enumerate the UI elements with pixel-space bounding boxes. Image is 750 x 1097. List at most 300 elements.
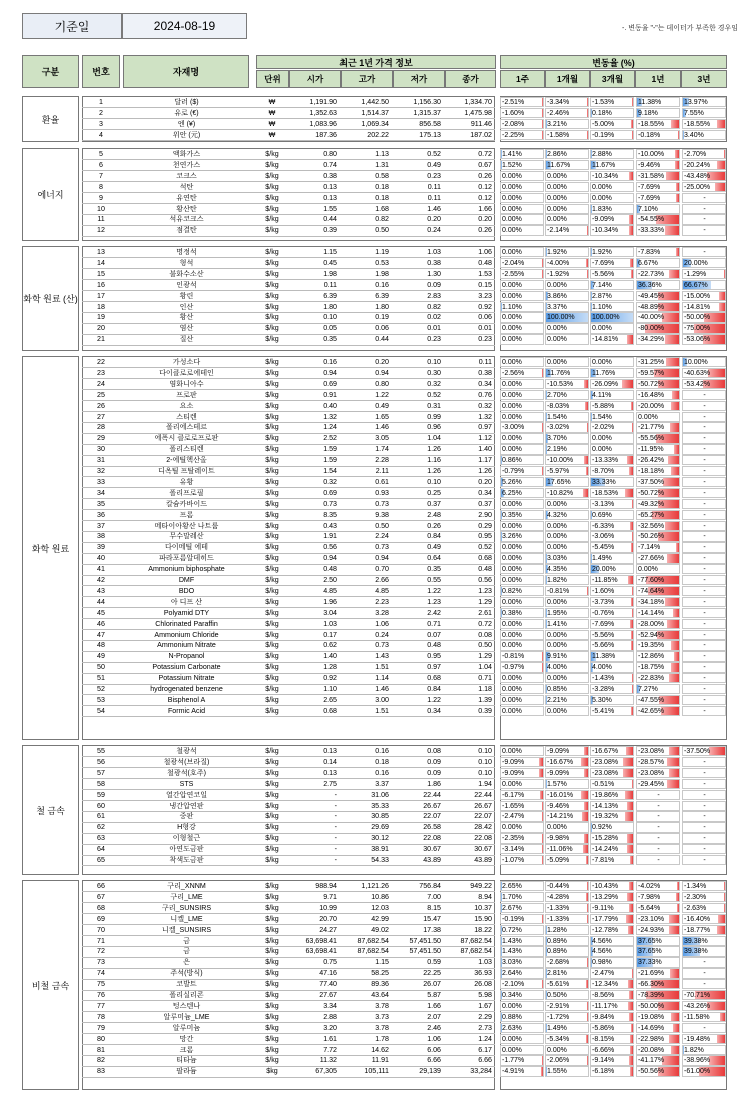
table-row xyxy=(0,855,750,866)
material-name: 형석 xyxy=(179,258,194,267)
change-3m xyxy=(590,925,634,935)
change-value: 2.21% xyxy=(547,696,567,704)
change-value: -34.18% xyxy=(638,598,665,606)
change-1w xyxy=(500,914,544,924)
material-name: 스티렌 xyxy=(176,412,197,421)
change-3y xyxy=(682,757,726,767)
change-value: -9.09% xyxy=(592,216,615,224)
change-value: - xyxy=(703,631,706,639)
change-1w xyxy=(500,291,544,301)
high-price: 0.58 xyxy=(375,171,389,180)
change-3y xyxy=(682,130,726,140)
open-price: 1.32 xyxy=(323,412,337,421)
change-1y xyxy=(636,695,680,705)
change-1w xyxy=(500,695,544,705)
row-number: 31 xyxy=(97,456,105,465)
change-value: 0.00% xyxy=(502,642,522,650)
high-price: 1.13 xyxy=(375,150,389,158)
change-3y xyxy=(682,312,726,322)
row-number: 81 xyxy=(97,1045,105,1054)
unit: $/kg xyxy=(265,248,279,256)
unit: $/kg xyxy=(265,401,279,410)
open-price: 1.59 xyxy=(323,456,337,465)
change-value: -18.55% xyxy=(638,120,665,128)
open-price: 9.71 xyxy=(323,892,337,901)
change-value: -19.35% xyxy=(638,642,665,650)
change-value: - xyxy=(703,653,706,661)
change-value: -19.08% xyxy=(638,1013,665,1021)
change-value: 3.40% xyxy=(684,131,704,139)
change-1m xyxy=(545,746,589,756)
unit: ₩ xyxy=(268,119,276,128)
change-3y xyxy=(682,925,726,935)
change-value: 3.26% xyxy=(502,533,522,541)
table-row xyxy=(0,521,750,532)
change-1y xyxy=(636,990,680,1000)
change-1y xyxy=(636,225,680,235)
close-price: 1.53 xyxy=(478,269,492,278)
change-3m xyxy=(590,510,634,520)
change-value: 0.00% xyxy=(547,598,567,606)
row-number: 6 xyxy=(99,160,103,169)
change-3y xyxy=(682,258,726,268)
change-value: - xyxy=(703,478,706,486)
low-price: 0.20 xyxy=(427,215,441,224)
open-price: 0.32 xyxy=(323,477,337,486)
change-1m xyxy=(545,957,589,967)
close-price: 10.37 xyxy=(474,903,492,912)
change-value: 100.00% xyxy=(592,314,620,322)
change-value: -2.91% xyxy=(547,1002,570,1010)
change-value: 0.00% xyxy=(547,183,567,191)
change-1w xyxy=(500,768,544,778)
change-1m xyxy=(545,662,589,672)
change-value: -8.03% xyxy=(547,402,570,410)
change-value: -5.61% xyxy=(547,981,570,989)
open-price: 1.59 xyxy=(323,445,337,454)
change-value: 1.82% xyxy=(684,1046,704,1054)
high-price: 0.82 xyxy=(375,215,389,224)
change-value: -26.42% xyxy=(638,457,665,465)
change-value: -49.45% xyxy=(638,292,665,300)
row-number: 70 xyxy=(97,925,105,934)
close-price: 949.22 xyxy=(470,882,492,890)
change-3m xyxy=(590,108,634,118)
open-price: 0.14 xyxy=(323,757,337,766)
close-price: 1.94 xyxy=(478,779,492,788)
change-3m xyxy=(590,531,634,541)
change-3y xyxy=(682,968,726,978)
table-row xyxy=(0,119,750,130)
change-3y xyxy=(682,936,726,946)
change-3y xyxy=(682,1055,726,1065)
change-1y xyxy=(636,936,680,946)
change-3y xyxy=(682,553,726,563)
row-number: 21 xyxy=(97,335,105,344)
change-value: -41.17% xyxy=(638,1057,665,1065)
open-price: 187.36 xyxy=(315,130,337,139)
low-price: 0.96 xyxy=(427,423,441,432)
unit: $/kg xyxy=(265,302,279,311)
unit: $/kg xyxy=(265,335,279,344)
table-row xyxy=(0,1066,750,1077)
change-1y xyxy=(636,521,680,531)
close-price: 0.37 xyxy=(478,499,492,508)
change-value: 2.88% xyxy=(592,151,612,158)
table-row xyxy=(0,979,750,990)
table-row xyxy=(0,510,750,521)
open-price: 0.44 xyxy=(323,215,337,224)
unit: $/kg xyxy=(265,477,279,486)
change-1w xyxy=(500,247,544,257)
close-price: 0.76 xyxy=(478,390,492,399)
change-value: 0.00% xyxy=(547,1046,567,1054)
change-value: 39.38% xyxy=(684,937,708,945)
change-3m xyxy=(590,433,634,443)
table-row xyxy=(0,553,750,564)
change-value: 11.67% xyxy=(547,161,571,169)
close-price: 30.67 xyxy=(474,845,492,854)
change-value: -19.32% xyxy=(592,813,619,821)
change-1y xyxy=(636,182,680,192)
change-value: -47.55% xyxy=(638,696,665,704)
change-value: -27.66% xyxy=(638,555,665,563)
unit: $/kg xyxy=(265,747,279,755)
change-1m xyxy=(545,302,589,312)
change-1w xyxy=(500,542,544,552)
change-value: -3.06% xyxy=(592,533,615,541)
change-value: 0.00% xyxy=(502,707,522,715)
change-1m xyxy=(545,811,589,821)
change-1m xyxy=(545,1045,589,1055)
change-value: 7.27% xyxy=(638,686,658,693)
change-3y xyxy=(682,302,726,312)
change-value: -20.00% xyxy=(638,402,665,410)
change-3y xyxy=(682,466,726,476)
low-price: 6.66 xyxy=(427,1056,441,1065)
change-value: -12.86% xyxy=(638,653,665,661)
change-value: 4.11% xyxy=(592,391,612,399)
low-price: 26.67 xyxy=(423,801,441,810)
change-value: - xyxy=(703,216,706,224)
change-1y xyxy=(636,510,680,520)
row-number: 39 xyxy=(97,543,105,552)
change-1m xyxy=(545,97,589,107)
material-name: 점결탄 xyxy=(176,226,197,235)
change-1w xyxy=(500,822,544,832)
low-price: 1.26 xyxy=(427,445,441,454)
row-number: 72 xyxy=(97,947,105,956)
change-3y xyxy=(682,1045,726,1055)
change-1m xyxy=(545,914,589,924)
change-value: - xyxy=(703,609,706,617)
close-price: 33,284 xyxy=(470,1067,492,1076)
group-label: 화학 원료 xyxy=(31,543,70,554)
change-value: - xyxy=(703,566,706,574)
low-price: 1.22 xyxy=(427,695,441,704)
table-row xyxy=(0,1055,750,1066)
unit: $/kg xyxy=(265,554,279,563)
change-3y xyxy=(682,957,726,967)
change-1y xyxy=(636,368,680,378)
change-3m xyxy=(590,214,634,224)
row-number: 14 xyxy=(97,258,105,267)
low-price: 1.06 xyxy=(427,1034,441,1043)
change-value: -2.47% xyxy=(592,970,615,978)
change-1w xyxy=(500,466,544,476)
change-value: -11.95% xyxy=(638,446,664,454)
unit: $/kg xyxy=(265,565,279,574)
change-value: -28.57% xyxy=(638,758,665,766)
low-price: 0.32 xyxy=(427,379,441,388)
change-3y xyxy=(682,695,726,705)
change-1y xyxy=(636,334,680,344)
unit: $/kg xyxy=(265,914,279,923)
low-price: 0.84 xyxy=(427,532,441,541)
close-price: 1.29 xyxy=(478,652,492,661)
low-price: 0.55 xyxy=(427,576,441,584)
close-price: 28.42 xyxy=(474,823,492,832)
change-value: -16.01% xyxy=(547,791,574,799)
row-number: 34 xyxy=(97,488,105,497)
change-value: -12.34% xyxy=(592,981,619,989)
change-value: -23.08% xyxy=(638,769,665,777)
change-value: 1.92% xyxy=(547,249,567,256)
change-value: 37.65% xyxy=(638,948,662,956)
change-1m xyxy=(545,357,589,367)
change-value: -5.45% xyxy=(592,544,615,552)
close-price: 6.17 xyxy=(478,1045,492,1054)
change-value: -16.67% xyxy=(592,748,619,755)
change-3m xyxy=(590,586,634,596)
row-number: 43 xyxy=(97,586,105,595)
material-name: 칼슘카바이드 xyxy=(165,499,208,508)
change-value: 1.54% xyxy=(547,413,567,421)
change-value: 1.41% xyxy=(502,151,522,158)
unit: $/kg xyxy=(265,1034,279,1043)
change-value: 7.55% xyxy=(684,109,704,117)
change-value: -3.14% xyxy=(502,846,525,854)
unit: $/kg xyxy=(265,160,279,169)
change-1m xyxy=(545,412,589,422)
change-value: 0.00% xyxy=(592,446,612,454)
high-price: 89.36 xyxy=(371,980,389,989)
change-3m xyxy=(590,357,634,367)
low-price: 1.46 xyxy=(427,204,441,213)
change-3y xyxy=(682,204,726,214)
change-value: 0.00% xyxy=(547,533,567,541)
change-value: 0.00% xyxy=(502,380,522,388)
change-3m xyxy=(590,903,634,913)
change-3y xyxy=(682,444,726,454)
change-value: - xyxy=(703,802,706,810)
group-label: 에너지 xyxy=(37,190,64,200)
row-number: 27 xyxy=(97,412,105,421)
open-price: 0.92 xyxy=(323,674,337,683)
change-value: 0.00% xyxy=(592,183,612,191)
low-price: 0.48 xyxy=(427,641,441,650)
change-value: -5.66% xyxy=(592,642,615,650)
change-1y xyxy=(636,630,680,640)
change-3y xyxy=(682,1012,726,1022)
change-value: 10.00% xyxy=(684,359,708,366)
table-row xyxy=(0,925,750,936)
high-price: 0.24 xyxy=(375,630,389,639)
row-number: 35 xyxy=(97,499,105,508)
change-3m xyxy=(590,564,634,574)
unit: $/kg xyxy=(265,226,279,235)
change-value: - xyxy=(703,522,706,530)
change-1m xyxy=(545,225,589,235)
change-3m xyxy=(590,746,634,756)
close-price: 8.94 xyxy=(478,892,492,901)
open-price: 1.03 xyxy=(323,619,337,628)
change-1w xyxy=(500,892,544,902)
close-price: 1.23 xyxy=(478,586,492,595)
change-value: -8.56% xyxy=(592,992,615,999)
change-3m xyxy=(590,844,634,854)
table-row xyxy=(0,575,750,586)
change-1m xyxy=(545,477,589,487)
row-number: 47 xyxy=(97,630,105,639)
unit: $/kg xyxy=(265,499,279,508)
change-3y xyxy=(682,323,726,333)
low-price: 0.08 xyxy=(427,747,441,755)
change-value: 1.49% xyxy=(592,555,612,563)
unit: $/kg xyxy=(265,1012,279,1021)
change-value: 0.00% xyxy=(592,194,612,202)
change-1y xyxy=(636,1023,680,1033)
change-value: 20.00% xyxy=(684,259,708,267)
change-value: -14.14% xyxy=(638,609,665,617)
change-3m xyxy=(590,390,634,400)
change-3y xyxy=(682,488,726,498)
change-value: -2.35% xyxy=(502,835,525,843)
close-price: 22.44 xyxy=(474,790,492,799)
change-value: 1.52% xyxy=(502,161,522,169)
change-value: 0.00% xyxy=(502,194,522,202)
change-value: -0.18% xyxy=(638,131,661,139)
low-price: 2.46 xyxy=(427,1023,441,1032)
change-1w xyxy=(500,833,544,843)
row-number: 30 xyxy=(97,445,105,454)
change-value: - xyxy=(703,675,706,683)
change-value: 0.00% xyxy=(547,194,567,202)
change-1y xyxy=(636,214,680,224)
change-3y xyxy=(682,801,726,811)
material-name: 알루미늄_LME xyxy=(163,1012,210,1021)
change-3y xyxy=(682,214,726,224)
change-value: -74.64% xyxy=(638,587,665,595)
change-value: -49.32% xyxy=(638,500,665,508)
change-3m xyxy=(590,171,634,181)
open-price: 0.35 xyxy=(323,335,337,344)
change-1w xyxy=(500,488,544,498)
change-3m xyxy=(590,225,634,235)
change-3y xyxy=(682,160,726,170)
change-value: -0.44% xyxy=(547,883,570,890)
open-price: 0.13 xyxy=(323,193,337,202)
group-label: 비철 금속 xyxy=(31,980,70,991)
change-value: 0.00% xyxy=(502,780,522,788)
close-price: 0.10 xyxy=(478,768,492,777)
change-value: -1.53% xyxy=(592,99,615,106)
change-value: - xyxy=(703,468,706,475)
change-value: -6.66% xyxy=(592,1046,615,1054)
table-row xyxy=(0,401,750,412)
change-value: 4.35% xyxy=(547,566,567,574)
change-value: - xyxy=(657,791,660,799)
material-name: 냉간압연판 xyxy=(169,801,204,810)
change-3y xyxy=(682,706,726,716)
unit: $/kg xyxy=(265,925,279,934)
change-value: 3.21% xyxy=(547,120,567,128)
change-value: 2.87% xyxy=(592,292,612,300)
change-value: -7.81% xyxy=(592,857,615,864)
close-price: 0.48 xyxy=(478,258,492,267)
change-value: -25.00% xyxy=(684,183,711,191)
change-value: -10.00% xyxy=(547,457,574,465)
change-1y xyxy=(636,193,680,203)
change-value: 2.67% xyxy=(502,904,522,912)
unit: $/kg xyxy=(265,991,279,999)
open-price: 2.52 xyxy=(323,434,337,443)
material-name: 황산탄 xyxy=(176,204,197,213)
high-price: 0.94 xyxy=(375,368,389,377)
change-3m xyxy=(590,1012,634,1022)
low-price: 22.08 xyxy=(423,834,441,843)
open-price: 1.15 xyxy=(323,248,337,256)
low-price: 1.16 xyxy=(427,456,441,465)
row-number: 59 xyxy=(97,790,105,799)
change-value: - xyxy=(703,1024,706,1032)
change-3y xyxy=(682,630,726,640)
change-1y xyxy=(636,323,680,333)
low-price: 0.31 xyxy=(427,401,441,410)
change-1w xyxy=(500,979,544,989)
change-value: -16.48% xyxy=(638,391,665,399)
change-3m xyxy=(590,444,634,454)
low-price: 0.52 xyxy=(427,390,441,399)
change-value: -31.58% xyxy=(638,172,665,180)
change-1y xyxy=(636,108,680,118)
change-3m xyxy=(590,521,634,531)
change-value: 13.97% xyxy=(684,99,708,106)
change-value: -6.17% xyxy=(502,791,525,799)
col-unit: 단위 xyxy=(256,70,289,88)
change-1m xyxy=(545,903,589,913)
change-value: -21.77% xyxy=(638,424,665,432)
change-1m xyxy=(545,466,589,476)
change-1w xyxy=(500,946,544,956)
change-1m xyxy=(545,946,589,956)
change-value: - xyxy=(657,857,660,864)
change-1w xyxy=(500,1012,544,1022)
material-name: 알루미늄 xyxy=(172,1023,201,1032)
change-1w xyxy=(500,673,544,683)
low-price: 0.68 xyxy=(427,674,441,683)
row-number: 37 xyxy=(97,521,105,530)
material-name: Ammonium Chloride xyxy=(154,630,219,639)
change-1y xyxy=(636,379,680,389)
change-value: -9.09% xyxy=(502,769,525,777)
change-value: -43.26% xyxy=(684,1002,711,1010)
unit: $/kg xyxy=(265,903,279,912)
change-1y xyxy=(636,247,680,257)
change-value: 0.00% xyxy=(502,1035,522,1043)
change-value: - xyxy=(703,780,706,788)
change-value: 9.18% xyxy=(638,109,658,117)
